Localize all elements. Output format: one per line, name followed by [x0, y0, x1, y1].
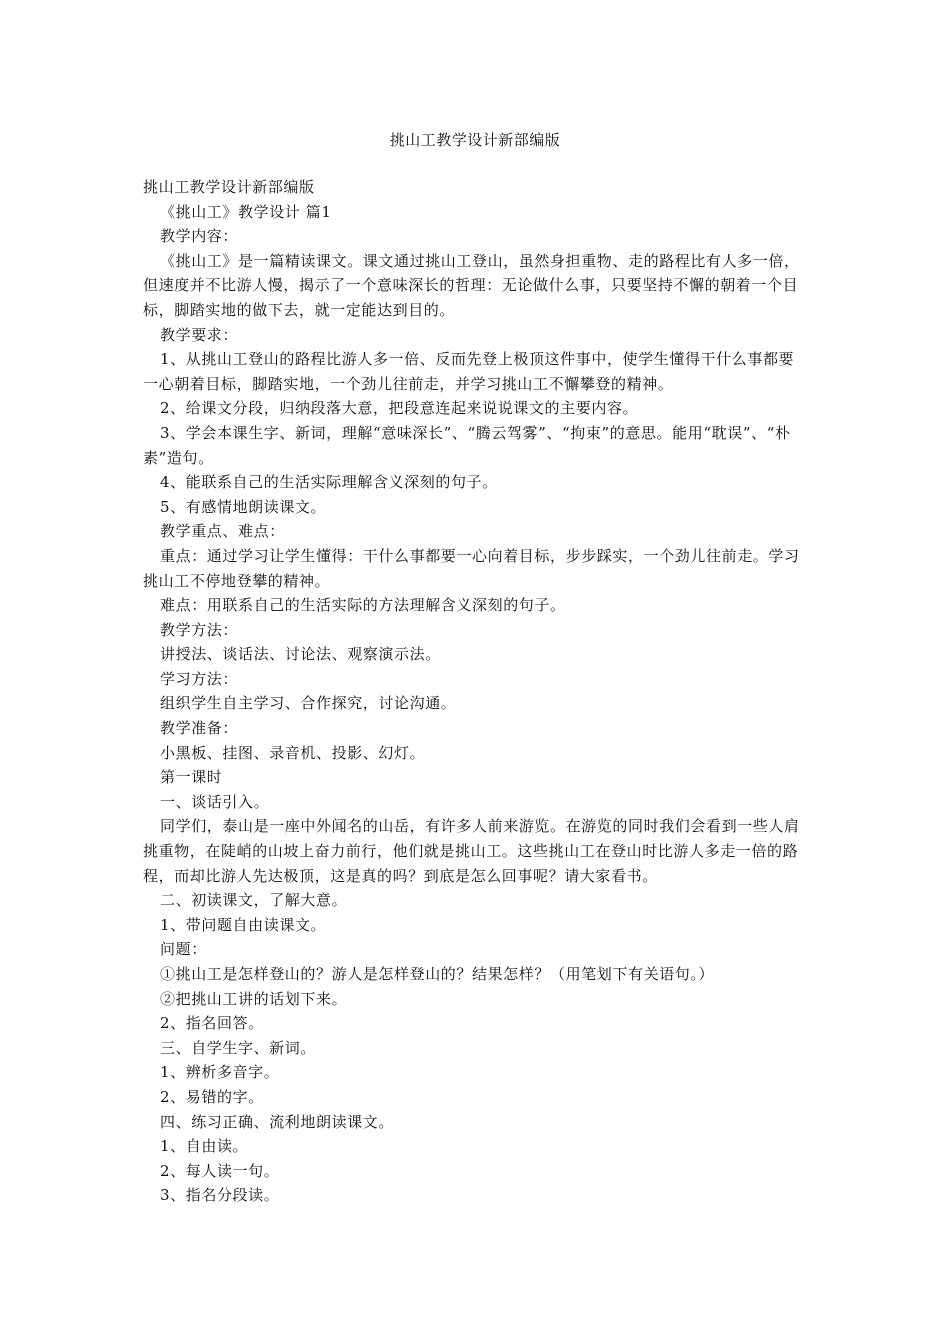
- paragraph: ②把挑山工讲的话划下来。: [160, 989, 348, 1008]
- paragraph: 教学内容：: [160, 227, 239, 246]
- paragraph: ①挑山工是怎样登山的？游人是怎样登山的？结果怎样？（用笔划下有关语句。）: [160, 965, 715, 983]
- paragraph: 2、易错的字。: [160, 1087, 264, 1106]
- paragraph: 1、辨析多音字。: [160, 1063, 280, 1082]
- paragraph: 三、自学生字、新词。: [160, 1038, 317, 1057]
- paragraph: 2、每人读一句。: [160, 1161, 280, 1180]
- paragraph: 教学方法：: [160, 620, 239, 639]
- paragraph: 一、谈话引入。: [160, 792, 270, 811]
- paragraph: 教学要求：: [160, 325, 239, 344]
- document-title: 挑山工教学设计新部编版: [389, 131, 561, 149]
- paragraph: 3、学会本课生字、新词，理解“意味深长”、“腾云驾雾”、“拘束”的意思。能用“耽误”、“朴素”造句。: [143, 423, 791, 467]
- paragraph: 四、练习正确、流利地朗读课文。: [160, 1112, 395, 1131]
- doc-heading: 挑山工教学设计新部编版: [143, 178, 315, 196]
- paragraph: 第一课时: [160, 768, 223, 787]
- paragraph: 学习方法：: [160, 669, 239, 688]
- document-body: [143, 175, 807, 1208]
- paragraph: 3、指名分段读。: [160, 1186, 280, 1205]
- paragraph: 组织学生自主学习、合作探究，讨论沟通。: [160, 694, 457, 713]
- paragraph: 同学们，泰山是一座中外闻名的山岳，有许多人前来游览。在游览的同时我们会看到一些人肩挑重物，在陡峭的山坡上奋力前行，他们就是挑山工。这些挑山工在登山时比游人多走一倍的路程，而却比游人先达极顶，这是真的吗？到底是怎么回事呢？请大家看书。: [143, 817, 800, 885]
- paragraph: 2、指名回答。: [160, 1014, 264, 1033]
- paragraph: 讲授法、谈话法、讨论法、观察演示法。: [160, 645, 441, 664]
- paragraph: 二、初读课文，了解大意。: [160, 891, 348, 910]
- paragraph: 2、给课文分段，归纳段落大意，把段意连起来说说课文的主要内容。: [160, 399, 639, 418]
- paragraph: 5、有感情地朗读课文。: [160, 497, 327, 516]
- paragraph: 4、能联系自己的生活实际理解含义深刻的句子。: [160, 473, 498, 492]
- paragraph: 问题：: [160, 940, 207, 959]
- section-title: 《挑山工》教学设计 篇1: [160, 202, 332, 221]
- paragraph: 重点：通过学习让学生懂得：干什么事都要一心向着目标，步步踩实，一个劲儿往前走。学习挑山工不停地登攀的精神。: [143, 546, 800, 590]
- paragraph: 1、自由读。: [160, 1137, 249, 1156]
- paragraph: 1、带问题自由读课文。: [160, 915, 327, 934]
- paragraph: 小黑板、挂图、录音机、投影、幻灯。: [160, 743, 426, 762]
- paragraph: 教学准备：: [160, 719, 239, 738]
- paragraph: 1、从挑山工登山的路程比游人多一倍、反而先登上极顶这件事中，使学生懂得干什么事都要一心朝着目标，脚踏实地，一个劲儿往前走，并学习挑山工不懈攀登的精神。: [143, 350, 795, 393]
- paragraph: 难点：用联系自己的生活实际的方法理解含义深刻的句子。: [160, 596, 566, 615]
- paragraph: 教学重点、难点：: [160, 522, 285, 541]
- paragraph: 《挑山工》是一篇精读课文。课文通过挑山工登山，虽然身担重物、走的路程比有人多一倍，但速度并不比游人慢，揭示了一个意味深长的哲理：无论做什么事，只要坚持不懈的朝着一个目标，脚踏实地的做下去，就一定能达到目的。: [143, 251, 800, 319]
